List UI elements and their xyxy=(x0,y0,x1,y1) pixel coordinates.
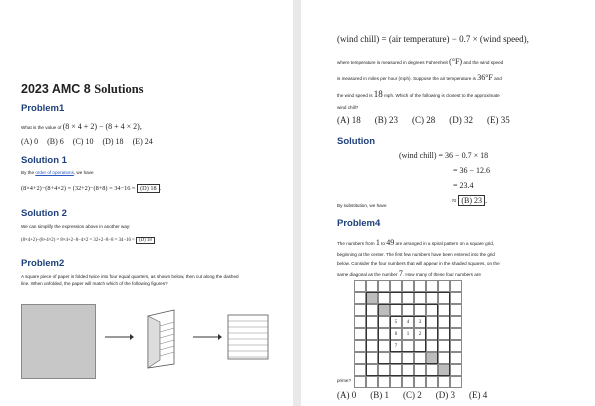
solution-step-3: = 23.4 xyxy=(453,181,474,190)
grid-cell-number: 5 xyxy=(390,316,402,328)
problem1-question: What is the value of (8 × 4 + 2) − (8 + 4 × 2), xyxy=(21,122,142,131)
arrow-right-icon xyxy=(104,332,134,342)
solution-step-1: (wind chill) = 36 − 0.7 × 18 xyxy=(399,151,489,160)
wind-text-line4: wind chill? xyxy=(337,105,359,110)
solution-heading: Solution xyxy=(337,136,375,147)
grid-cell xyxy=(426,376,438,388)
grid-cell xyxy=(414,280,426,292)
grid-cell xyxy=(390,376,402,388)
grid-cell xyxy=(438,376,450,388)
grid-cell xyxy=(450,280,462,292)
grid-cell xyxy=(414,376,426,388)
quartered-paper-figure xyxy=(226,313,272,363)
problem1-heading: Problem1 xyxy=(21,103,65,114)
grid-cell xyxy=(354,328,366,340)
gray-square-figure xyxy=(21,304,96,379)
folded-paper-figure xyxy=(140,308,185,370)
grid-cell-number: 2 xyxy=(414,328,426,340)
problem4-text-line4: same diagonal as the number 7. How many of these four numbers are xyxy=(337,269,481,278)
grid-cell xyxy=(366,376,378,388)
problem2-text: A square piece of paper is folded twice into four equal quarters, as shown below, then cut along the dashed line. When unfolded, the paper will match which of the following figures? xyxy=(21,274,239,286)
grid-cell xyxy=(402,376,414,388)
grid-cell-number: 6 xyxy=(390,328,402,340)
grid-cell xyxy=(354,316,366,328)
grid-cell xyxy=(426,280,438,292)
grid-cell xyxy=(354,280,366,292)
grid-cell-number: 7 xyxy=(390,340,402,352)
grid-cell xyxy=(450,364,462,376)
grid-cell xyxy=(402,280,414,292)
grid-cell xyxy=(450,316,462,328)
wind-chill-formula: (wind chill) = (air temperature) − 0.7 × (wind speed), xyxy=(337,34,529,44)
substitution-text: By substitution, we have xyxy=(337,203,387,208)
page-title: 2023 AMC 8 Solutions xyxy=(21,82,144,96)
grid-cell xyxy=(450,292,462,304)
grid-cell xyxy=(378,376,390,388)
grid-cell xyxy=(354,292,366,304)
grid-cell xyxy=(354,364,366,376)
solution2-expression: (8×4+2)−(8+4×2) = 8×4+2−8−4×2 = 32+2−8−8 = 34−16 = (D) 18 xyxy=(21,238,155,243)
grid-cell xyxy=(450,304,462,316)
grid-cell xyxy=(366,280,378,292)
grid-cell xyxy=(354,352,366,364)
grid-cell-number: 4 xyxy=(402,316,414,328)
problem4-text-line2: beginning at the center. The first few numbers have been entered into the grid xyxy=(337,252,495,257)
grid-cell xyxy=(354,340,366,352)
left-page xyxy=(0,0,293,406)
arrow-right-icon xyxy=(192,332,222,342)
problem4-choices: (A) 0 (B) 1 (C) 2 (D) 3 (E) 4 xyxy=(337,390,488,400)
solution-step-2: = 36 − 12.6 xyxy=(453,166,491,175)
solution-step-4: ≈ (B) 23 . xyxy=(452,196,488,205)
wind-text-line2: is measured in miles per hour (mph). Suppose the air temperature is 36°F and xyxy=(337,73,502,82)
wind-text-line3: the wind speed is 18 mph. Which of the following is closest to the approximate xyxy=(337,89,500,99)
grid-cell xyxy=(390,280,402,292)
solution1-answer-box: (D) 18 xyxy=(137,184,160,193)
grid-cell xyxy=(450,328,462,340)
solution2-answer-box: (D) 18 xyxy=(136,237,155,244)
solution2-heading: Solution 2 xyxy=(21,208,67,219)
wind-text-line1: where temperature is measured in degrees Fahrenheit (°F) and the wind speed xyxy=(337,57,504,66)
grid-cell xyxy=(450,340,462,352)
problem1-choices: (A) 0 (B) 6 (C) 10 (D) 18 (E) 24 xyxy=(21,137,153,146)
grid-cell xyxy=(354,304,366,316)
grid-cell xyxy=(450,352,462,364)
grid-cell xyxy=(450,376,462,388)
solution2-text: We can simplify the expression above in another way: xyxy=(21,224,131,229)
solution1-text: By the order of operations, we have xyxy=(21,170,94,175)
wind-choices: (A) 18 (B) 23 (C) 28 (D) 32 (E) 35 xyxy=(337,115,510,125)
grid-cell xyxy=(378,280,390,292)
grid-cell-number: 3 xyxy=(414,316,426,328)
prime-question: prime? xyxy=(337,378,352,383)
problem4-text-line3: below. Consider the four numbers that will appear in the shaded squares, on the xyxy=(337,261,500,266)
problem4-text-line1: The numbers from 1 to 49 are arranged in a spiral pattern on a square grid, xyxy=(337,238,495,247)
wind-answer-box: (B) 23 xyxy=(458,195,485,206)
grid-cell-number: 1 xyxy=(402,328,414,340)
solution1-heading: Solution 1 xyxy=(21,155,67,166)
grid-cell xyxy=(354,376,366,388)
grid-ring-inner xyxy=(390,316,426,352)
spiral-grid xyxy=(354,280,462,388)
solution1-expression: (8×4+2)−(8+4×2) = (32+2)−(8+8) = 34−16 = (D) 18 . xyxy=(21,185,162,192)
problem4-heading: Problem4 xyxy=(337,218,381,229)
grid-cell xyxy=(438,280,450,292)
problem2-heading: Problem2 xyxy=(21,258,65,269)
right-page xyxy=(301,0,595,406)
order-of-operations-link[interactable]: order of operations xyxy=(35,170,74,175)
